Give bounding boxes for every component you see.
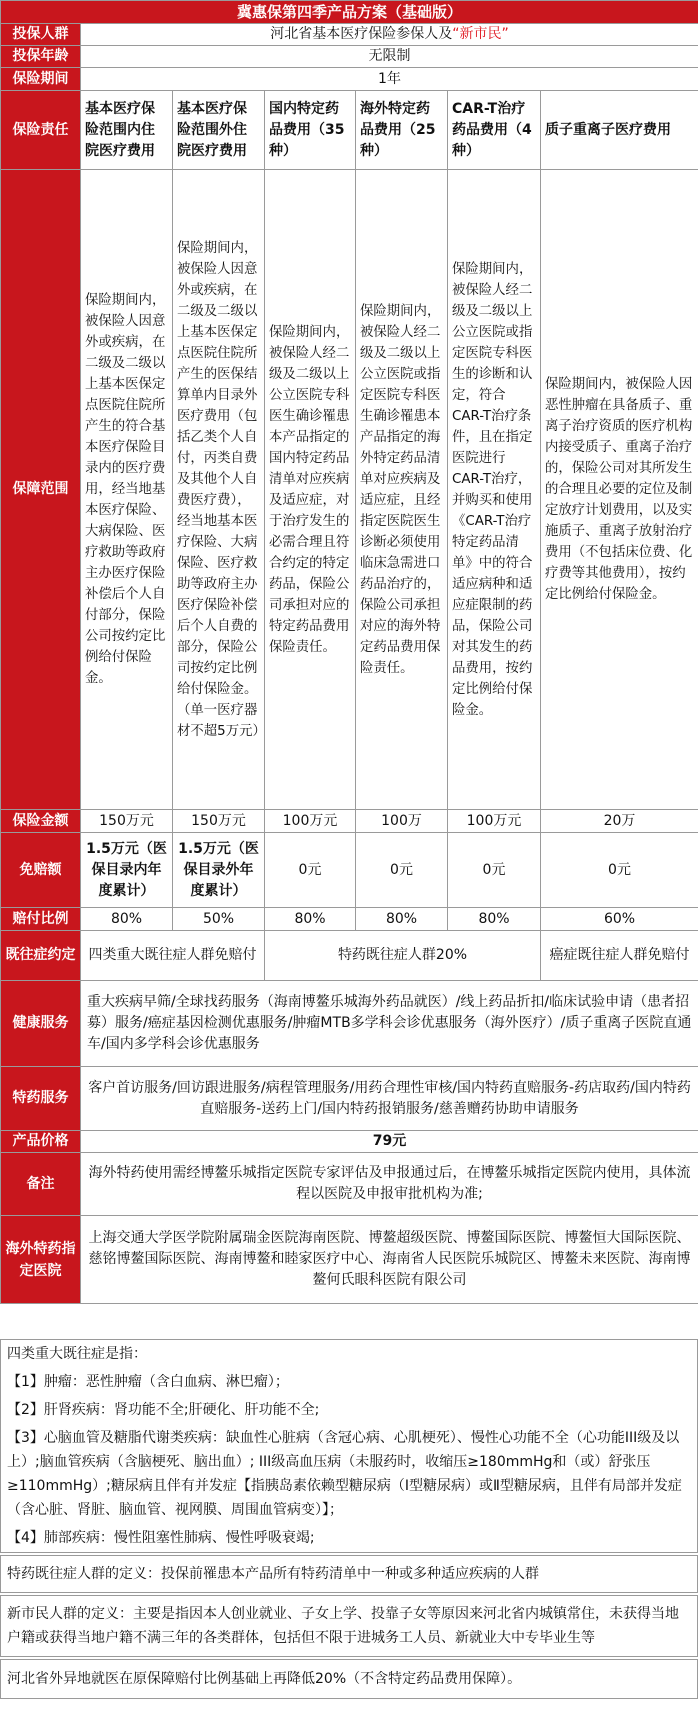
- drug-service-row: [1, 1067, 698, 1131]
- age-row: [1, 46, 698, 68]
- liability-col-1: 基本医疗保险范围内住院医疗费用: [81, 91, 173, 170]
- ratio-col-6: 60%: [541, 908, 698, 931]
- hospitals-label: 海外特药指定医院: [1, 1216, 81, 1304]
- health-service-value: 重大疾病早筛/全球找药服务（海南博鳌乐城海外药品就医）/线上药品折扣/临床试验申请（患者招募）服务/癌症基因检测优惠服务/肿瘤MTB多学科会诊优惠服务（海外医疗）/质子重离子医院直通车/国内多学科会诊优惠服务: [81, 981, 698, 1067]
- ratio-row: [1, 908, 698, 931]
- amount-row: [1, 810, 698, 833]
- insured-group-label: 投保人群: [1, 24, 81, 46]
- liability-col-4: 海外特定药品费用（25种）: [356, 91, 448, 170]
- major-preexisting-intro: 四类重大既往症是指：: [0, 1339, 698, 1368]
- drug-service-label: 特药服务: [1, 1067, 81, 1131]
- major-preexisting-item-3: 【3】心脑血管及糖脂代谢类疾病：缺血性心脏病（含冠心病、心肌梗死）、慢性心功能不全（心功能III级及以上）;脑血管疾病（含脑梗死、脑出血）; III级高血压病（未服药时，收缩压≥180mmHg和（或）舒张压≥110mmHg）;糖尿病且伴有并发症【指胰岛素依赖型糖尿病（Ⅰ型糖尿病）或Ⅱ型糖尿病，且伴有局部并发症（含心脏、肾脏、脑血管、视网膜、周围血管病变）】；: [0, 1424, 698, 1524]
- preexisting-special-drug: 特药既往症人群20%: [265, 931, 541, 981]
- scope-col-5: 保险期间内，被保险人经二级及二级以上公立医院或指定医院专科医生的诊断和认定，符合CAR-T治疗条件，且在指定医院进行CAR-T治疗，并购买和使用《CAR-T治疗特定药品清单》中的符合适应病种和适应症限制的药品，保险公司对其发生的药品费用，按约定比例给付保险金。: [448, 170, 541, 810]
- amount-label: 保险金额: [1, 810, 81, 833]
- liability-row: [1, 91, 698, 170]
- ratio-col-1: 80%: [81, 908, 173, 931]
- liability-col-2: 基本医疗保险范围外住院医疗费用: [173, 91, 265, 170]
- new-citizen-highlight: “新市民”: [452, 26, 509, 42]
- insured-group-row: [1, 24, 698, 46]
- period-label: 保险期间: [1, 68, 81, 91]
- deductible-col-1: 1.5万元（医保目录内年度累计）: [81, 833, 173, 908]
- preexisting-major: 四类重大既往症人群免赔付: [81, 931, 265, 981]
- scope-label: 保障范围: [1, 170, 81, 810]
- major-preexisting-item-1: 【1】肿瘤：恶性肿瘤（含白血病、淋巴瘤）；: [0, 1368, 698, 1396]
- remark-row: [1, 1153, 698, 1216]
- ratio-col-4: 80%: [356, 908, 448, 931]
- deductible-col-6: 0元: [541, 833, 698, 908]
- ratio-label: 赔付比例: [1, 908, 81, 931]
- hospitals-value: 上海交通大学医学院附属瑞金医院海南医院、博鳌超级医院、博鳌国际医院、博鳌恒大国际医院、慈铭博鳌国际医院、海南博鳌和睦家医疗中心、海南省人民医院乐城院区、博鳌未来医院、海南博鳌何氏眼科医院有限公司: [81, 1216, 698, 1304]
- scope-col-4: 保险期间内，被保险人经二级及二级以上公立医院或指定医院专科医生确诊罹患本产品指定的海外特定药品清单对应疾病及适应症，且经指定医院医生诊断必须使用临床急需进口药品治疗的，保险公司承担对应的海外特定药品费用保险责任。: [356, 170, 448, 810]
- amount-col-5: 100万元: [448, 810, 541, 833]
- amount-col-3: 100万元: [265, 810, 356, 833]
- deductible-col-2: 1.5万元（医保目录外年度累计）: [173, 833, 265, 908]
- deductible-col-3: 0元: [265, 833, 356, 908]
- age-value: 无限制: [81, 46, 698, 68]
- price-value: 79元: [81, 1131, 698, 1153]
- scope-col-1: 保险期间内，被保险人因意外或疾病，在二级及二级以上基本医保定点医院住院所产生的符合基本医疗保险目录内的医疗费用，经当地基本医疗保险、大病保险、医疗救助等政府主办医疗保险补偿后个人自付部分，保险公司按约定比例给付保险金。: [81, 170, 173, 810]
- drug-service-value: 客户首访服务/回访跟进服务/病程管理服务/用药合理性审核/国内特药直赔服务-药店取药/国内特药直赔服务-送药上门/国内特药报销服务/慈善赠药协助申请服务: [81, 1067, 698, 1131]
- liability-label: 保险责任: [1, 91, 81, 170]
- special-drug-definition: 特药既往症人群的定义：投保前罹患本产品所有特药清单中一种或多种适应疾病的人群: [0, 1555, 698, 1593]
- amount-col-4: 100万: [356, 810, 448, 833]
- ratio-col-5: 80%: [448, 908, 541, 931]
- remark-value: 海外特药使用需经博鳌乐城指定医院专家评估及申报通过后，在博鳌乐城指定医院内使用，具体流程以医院及申报审批机构为准;: [81, 1153, 698, 1216]
- price-row: [1, 1131, 698, 1153]
- period-row: [1, 68, 698, 91]
- major-preexisting-item-2: 【2】肝肾疾病：肾功能不全;肝硬化、肝功能不全;: [0, 1396, 698, 1424]
- age-label: 投保年龄: [1, 46, 81, 68]
- deductible-col-5: 0元: [448, 833, 541, 908]
- amount-col-1: 150万元: [81, 810, 173, 833]
- scope-col-3: 保险期间内，被保险人经二级及二级以上公立医院专科医生确诊罹患本产品指定的国内特定药品清单对应疾病及适应症，对于治疗发生的必需合理且符合约定的特定药品，保险公司承担对应的特定药品费用保险责任。: [265, 170, 356, 810]
- scope-col-6: 保险期间内，被保险人因恶性肿瘤在具备质子、重离子治疗资质的医疗机构内接受质子、重离子治疗的，保险公司对其所发生的合理且必要的定位及制定放疗计划费用，以及实施质子、重离子放射治疗费用（不包括床位费、化疗费等其他费用），按约定比例给付保险金。: [541, 170, 698, 810]
- insured-group-text: 河北省基本医疗保险参保人及: [270, 26, 453, 42]
- deductible-col-4: 0元: [356, 833, 448, 908]
- liability-col-6: 质子重离子医疗费用: [541, 91, 698, 170]
- ratio-col-3: 80%: [265, 908, 356, 931]
- plan-title: 冀惠保第四季产品方案（基础版）: [1, 1, 698, 24]
- deductible-label: 免赔额: [1, 833, 81, 908]
- insured-group-value: [81, 24, 698, 46]
- period-value: 1年: [81, 68, 698, 91]
- scope-row: [1, 170, 698, 810]
- price-label: 产品价格: [1, 1131, 81, 1153]
- preexisting-cancer: 癌症既往症人群免赔付: [541, 931, 698, 981]
- preexisting-row: [1, 931, 698, 981]
- hospitals-row: [1, 1216, 698, 1304]
- major-preexisting-item-4: 【4】肺部疾病：慢性阻塞性肺病、慢性呼吸衰竭;: [0, 1524, 698, 1553]
- out-of-province-note: 河北省外异地就医在原保障赔付比例基础上再降低20%（不含特定药品费用保障）。: [0, 1659, 698, 1699]
- new-citizen-definition: 新市民人群的定义：主要是指因本人创业就业、子女上学、投靠子女等原因来河北省内城镇常住，未获得当地户籍或获得当地户籍不满三年的各类群体，包括但不限于进城务工人员、新就业大中专毕业生等: [0, 1595, 698, 1657]
- liability-col-3: 国内特定药品费用（35种）: [265, 91, 356, 170]
- health-service-row: [1, 981, 698, 1067]
- remark-label: 备注: [1, 1153, 81, 1216]
- amount-col-2: 150万元: [173, 810, 265, 833]
- scope-col-2: 保险期间内，被保险人因意外或疾病，在二级及二级以上基本医保定点医院住院所产生的医保结算单内目录外医疗费用（包括乙类个人自付，丙类自费及其他个人自费医疗费），经当地基本医疗保险、大病保险、医疗救助等政府主办医疗保险补偿后个人自费的部分，保险公司按约定比例给付保险金。（单一医疗器材不超5万元）: [173, 170, 265, 810]
- health-service-label: 健康服务: [1, 981, 81, 1067]
- liability-col-5: CAR-T治疗药品费用（4种）: [448, 91, 541, 170]
- notes-section: [0, 1339, 698, 1699]
- deductible-row: [1, 833, 698, 908]
- ratio-col-2: 50%: [173, 908, 265, 931]
- preexisting-label: 既往症约定: [1, 931, 81, 981]
- amount-col-6: 20万: [541, 810, 698, 833]
- title-row: [1, 1, 698, 24]
